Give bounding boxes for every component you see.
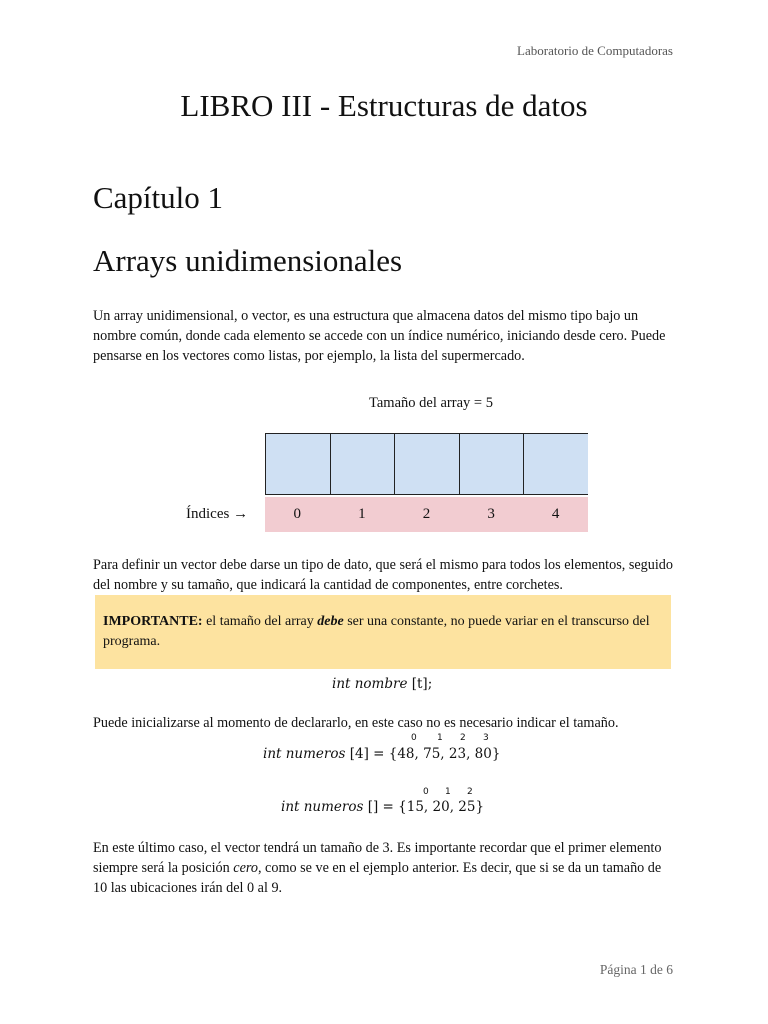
- formula-assign: = {: [378, 799, 407, 815]
- callout-label: IMPORTANTE:: [103, 614, 203, 629]
- index-superscript: 1: [437, 733, 443, 743]
- index-cell: 1: [358, 506, 366, 522]
- paragraph-conclusion: [93, 838, 678, 898]
- array-cell: [459, 433, 524, 495]
- chapter-heading: Capítulo 1: [93, 180, 224, 215]
- callout-emphasis: debe: [317, 614, 344, 629]
- formula-init-unsized: int numeros [] = {15, 20, 25}: [281, 799, 485, 815]
- important-callout: [95, 595, 671, 669]
- index-cell: 4: [551, 506, 560, 522]
- index-superscript: 0: [423, 787, 429, 797]
- formula-value: 75: [423, 746, 441, 762]
- formula-size: [4]: [345, 746, 369, 762]
- index-cell: 3: [487, 506, 495, 522]
- formula-value: 80: [474, 746, 492, 762]
- formula-assign: = {: [368, 746, 398, 762]
- index-row: [265, 497, 588, 532]
- formula-value: 25: [458, 799, 476, 815]
- formula-type-name: int nombre: [332, 676, 408, 692]
- formula-value: 20: [432, 799, 450, 815]
- paragraph-intro: Un array unidimensional, o vector, es una estructura que almacena datos del mismo tipo bajo un nombre común, donde cada elemento se accede con un índice numérico, iniciando desde cero. Puede pensarse en los vectores como listas, por ejemplo, la lista del supermercado.: [93, 308, 666, 364]
- header-text: Laboratorio de Computadoras: [517, 43, 673, 58]
- paragraph-text: , como se ve en el ejemplo anterior. Es decir, que si se da un tamaño de 10 las ubicaciones irán del 0 al 9.: [93, 860, 662, 896]
- paragraph-emphasis: cero: [233, 860, 258, 876]
- array-cell: [394, 433, 459, 495]
- index-cell: 0: [293, 506, 302, 522]
- diagram-caption: Tamaño del array = 5: [369, 395, 493, 411]
- index-superscript: 1: [445, 787, 451, 797]
- book-title: LIBRO III - Estructuras de datos: [180, 88, 588, 123]
- formula-type-name: int numeros: [263, 746, 346, 762]
- index-cell: 2: [422, 506, 431, 522]
- index-superscript: 3: [483, 733, 489, 743]
- index-superscript: 2: [467, 787, 473, 797]
- section-heading: Arrays unidimensionales: [93, 243, 403, 278]
- callout-text: ser una constante, no puede variar en el transcurso del programa.: [103, 614, 650, 649]
- array-cell: [330, 433, 395, 495]
- formula-type-name: int numeros: [281, 799, 364, 815]
- formula-size: [t];: [407, 676, 433, 692]
- index-superscript: 0: [411, 733, 417, 743]
- paragraph-initialization: Puede inicializarse al momento de declararlo, en este caso no es necesario indicar el tamaño.: [93, 715, 619, 731]
- array-cells: [265, 433, 588, 495]
- formula-size: []: [363, 799, 379, 815]
- index-superscript: 2: [460, 733, 466, 743]
- formula-close: }: [475, 799, 485, 815]
- paragraph-definition: Para definir un vector debe darse un tipo de dato, que será el mismo para todos los elementos, seguido del nombre y su tamaño, que indicará la cantidad de componentes, entre corchetes.: [93, 557, 673, 593]
- formula-close: }: [491, 746, 501, 762]
- array-cell: [523, 433, 588, 495]
- formula-value: 48: [397, 746, 415, 762]
- index-label: Índices →: [186, 506, 249, 522]
- page-number: Página 1 de 6: [599, 962, 673, 977]
- paragraph-text: En este último caso, el vector tendrá un tamaño de 3. Es importante recordar que el primer elemento siempre será la posición: [93, 840, 662, 876]
- formula-init-sized: int numeros [4] = {48, 75, 23, 80}: [263, 746, 501, 762]
- callout-text: el tamaño del array: [202, 614, 318, 629]
- formula-value: 23: [448, 746, 467, 762]
- formula-value: 15: [406, 799, 424, 815]
- formula-declaration: [332, 676, 432, 692]
- array-cell: [265, 433, 330, 495]
